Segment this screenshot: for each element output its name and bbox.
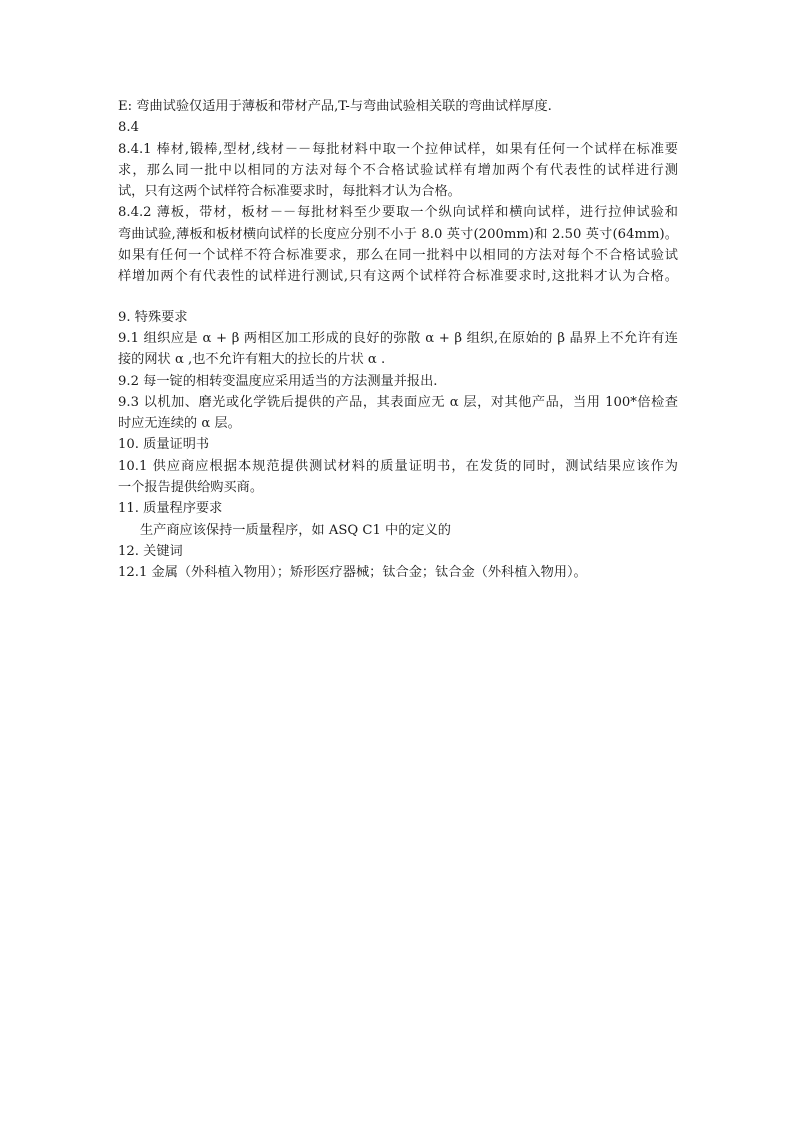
section-9-2-line: 9.2 每一锭的相转变温度应采用适当的方法测量并报出. bbox=[118, 373, 438, 389]
section-8-4-heading: 8.4 bbox=[118, 120, 139, 136]
section-9-3-line-1: 9.3 以机加、磨光或化学铣后提供的产品，其表面应无 α 层，对其他产品，当用 100*倍检查 bbox=[118, 394, 678, 410]
section-9-1-line-1: 9.1 组织应是 α + β 两相区加工形成的良好的弥散 α + β 组织,在原始的 β 晶界上不允许有连 bbox=[118, 330, 678, 346]
section-10-1-line-1: 10.1 供应商应根据本规范提供测试材料的质量证明书，在发货的同时，测试结果应该作为 bbox=[118, 458, 678, 474]
section-8-4-1-line-3: 试，只有这两个试样符合标准要求时，每批料才认为合格。 bbox=[118, 184, 461, 200]
section-8-4-1-line-2: 求，那么同一批中以相同的方法对每个不合格试验试样有增加两个有代表性的试样进行测 bbox=[118, 162, 678, 178]
section-8-4-2-line-4: 样增加两个有代表性的试样进行测试,只有这两个试样符合标准要求时,这批料才认为合格。 bbox=[118, 269, 678, 285]
paragraph-spacer bbox=[118, 288, 678, 307]
section-10-heading: 10. 质量证明书 bbox=[118, 437, 210, 453]
section-8-4-2-line-2: 弯曲试验,薄板和板材横向试样的长度应分别不小于 8.0 英寸(200mm)和 2.50 英寸(64mm)。 bbox=[118, 226, 678, 242]
section-9-1-line-2: 接的网状 α ,也不允许有粗大的拉长的片状 α . bbox=[118, 352, 386, 368]
document-page bbox=[118, 96, 678, 584]
note-e-line: E: 弯曲试验仅适用于薄板和带材产品,T-与弯曲试验相关联的弯曲试样厚度. bbox=[118, 99, 552, 114]
section-9-3-line-2: 时应无连续的 α 层。 bbox=[118, 416, 241, 432]
section-12-1-line: 12.1 金属（外科植入物用）；矫形医疗器械；钛合金；钛合金（外科植入物用）。 bbox=[118, 565, 587, 581]
section-10-1-line-2: 一个报告提供给购买商。 bbox=[118, 480, 264, 496]
section-8-4-1-line-1: 8.4.1 棒材,锻棒,型材,线材－－每批材料中取一个拉伸试样，如果有任何一个试样在标准要 bbox=[118, 141, 678, 157]
section-12-heading: 12. 关键词 bbox=[118, 543, 183, 559]
section-11-body: 生产商应该保持一质量程序，如 ASQ C1 中的定义的 bbox=[140, 522, 451, 538]
section-11-heading: 11. 质量程序要求 bbox=[118, 501, 223, 517]
section-9-heading: 9. 特殊要求 bbox=[118, 309, 188, 325]
section-8-4-2-line-3: 如果有任何一个试样不符合标准要求，那么在同一批料中以相同的方法对每个不合格试验试 bbox=[118, 248, 678, 264]
section-8-4-2-line-1: 8.4.2 薄板，带材，板材－－每批材料至少要取一个纵向试样和横向试样，进行拉伸试验和 bbox=[118, 205, 678, 221]
